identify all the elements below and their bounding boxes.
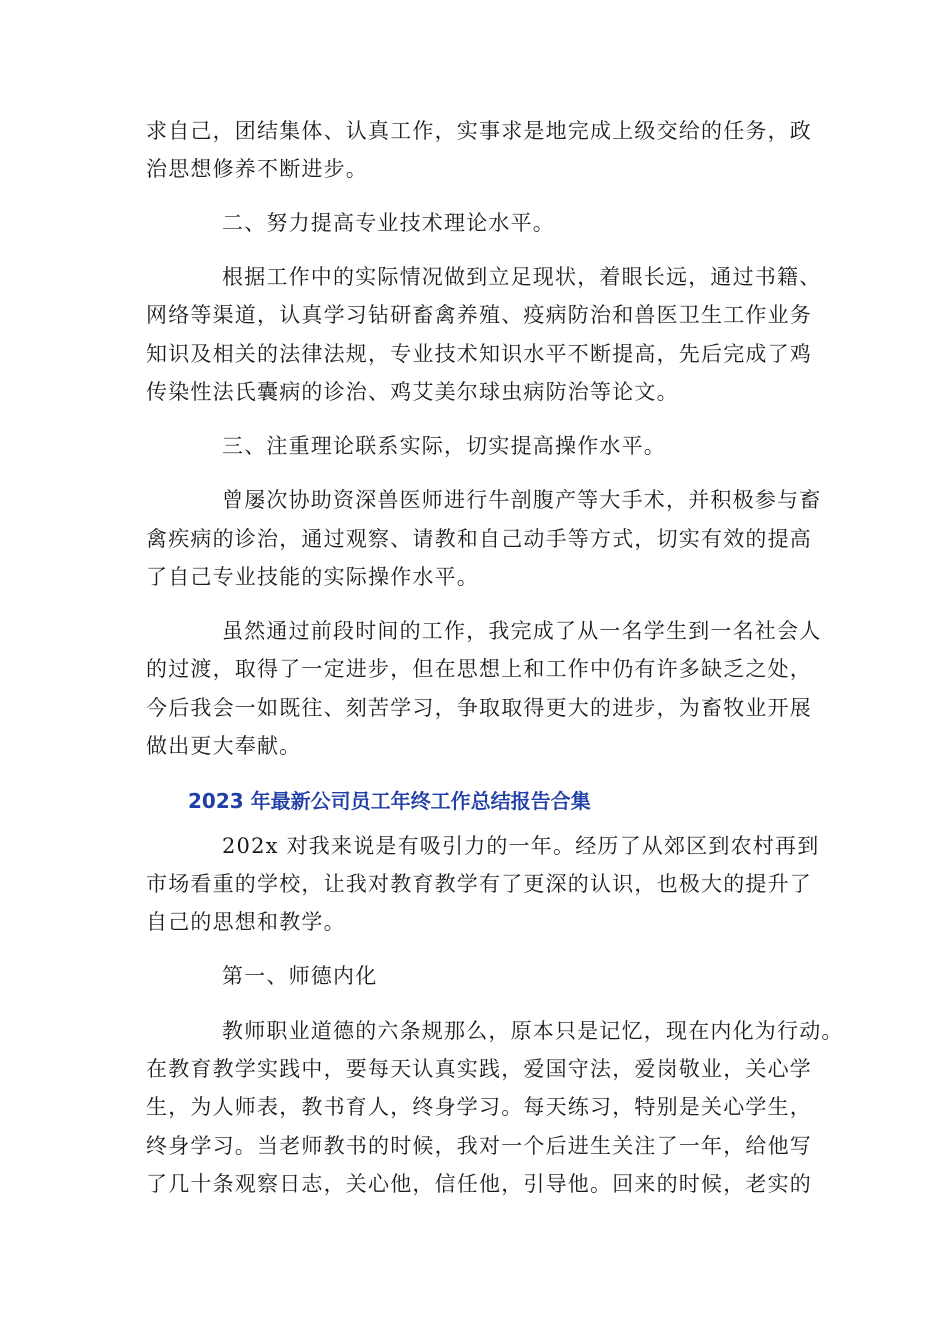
paragraph-line: 知识及相关的法律法规，专业技术知识水平不断提高，先后完成了鸡: [146, 342, 812, 366]
paragraph-line: 求自己，团结集体、认真工作，实事求是地完成上级交给的任务，政: [146, 119, 812, 143]
section-heading-3: 三、注重理论联系实际，切实提高操作水平。: [222, 434, 666, 458]
paragraph-line: 根据工作中的实际情况做到立足现状，着眼长远，通过书籍、: [222, 265, 822, 289]
paragraph-line: 做出更大奉献。: [146, 734, 302, 758]
paragraph-line: 了几十条观察日志，关心他，信任他，引导他。回来的时候，老实的: [146, 1172, 812, 1196]
paragraph-line: 终身学习。当老师教书的时候，我对一个后进生关注了一年，给他写: [146, 1134, 812, 1158]
paragraph-line: 生，为人师表，教书育人，终身学习。每天练习，特别是关心学生，: [146, 1095, 812, 1119]
paragraph-line: 202x 对我来说是有吸引力的一年。经历了从郊区到农村再到: [222, 834, 820, 858]
paragraph-line: 曾屡次协助资深兽医师进行牛剖腹产等大手术，并积极参与畜: [222, 488, 822, 512]
paragraph-line: 网络等渠道，认真学习钻研畜禽养殖、疫病防治和兽医卫生工作业务: [146, 303, 812, 327]
paragraph-line: 传染性法氏囊病的诊治、鸡艾美尔球虫病防治等论文。: [146, 380, 679, 404]
paragraph-line: 自己的思想和教学。: [146, 910, 346, 934]
paragraph-line: 在教育教学实践中，要每天认真实践，爱国守法，爱岗敬业，关心学: [146, 1057, 812, 1081]
section-heading-2: 二、努力提高专业技术理论水平。: [222, 211, 555, 235]
paragraph-line: 市场看重的学校，让我对教育教学有了更深的认识，也极大的提升了: [146, 872, 812, 896]
paragraph-line: 今后我会一如既往、刻苦学习，争取取得更大的进步，为畜牧业开展: [146, 696, 812, 720]
section-title: 2023 年最新公司员工年终工作总结报告合集: [188, 789, 591, 813]
paragraph-line: 禽疾病的诊治，通过观察、请教和自己动手等方式，切实有效的提高: [146, 527, 812, 551]
paragraph-line: 的过渡，取得了一定进步，但在思想上和工作中仍有许多缺乏之处，: [146, 657, 812, 681]
paragraph-line: 治思想修养不断进步。: [146, 157, 368, 181]
subsection-heading: 第一、师德内化: [222, 964, 378, 988]
paragraph-line: 了自己专业技能的实际操作水平。: [146, 565, 479, 589]
paragraph-line: 教师职业道德的六条规那么，原本只是记忆，现在内化为行动。: [222, 1019, 844, 1043]
paragraph-line: 虽然通过前段时间的工作，我完成了从一名学生到一名社会人: [222, 619, 822, 643]
